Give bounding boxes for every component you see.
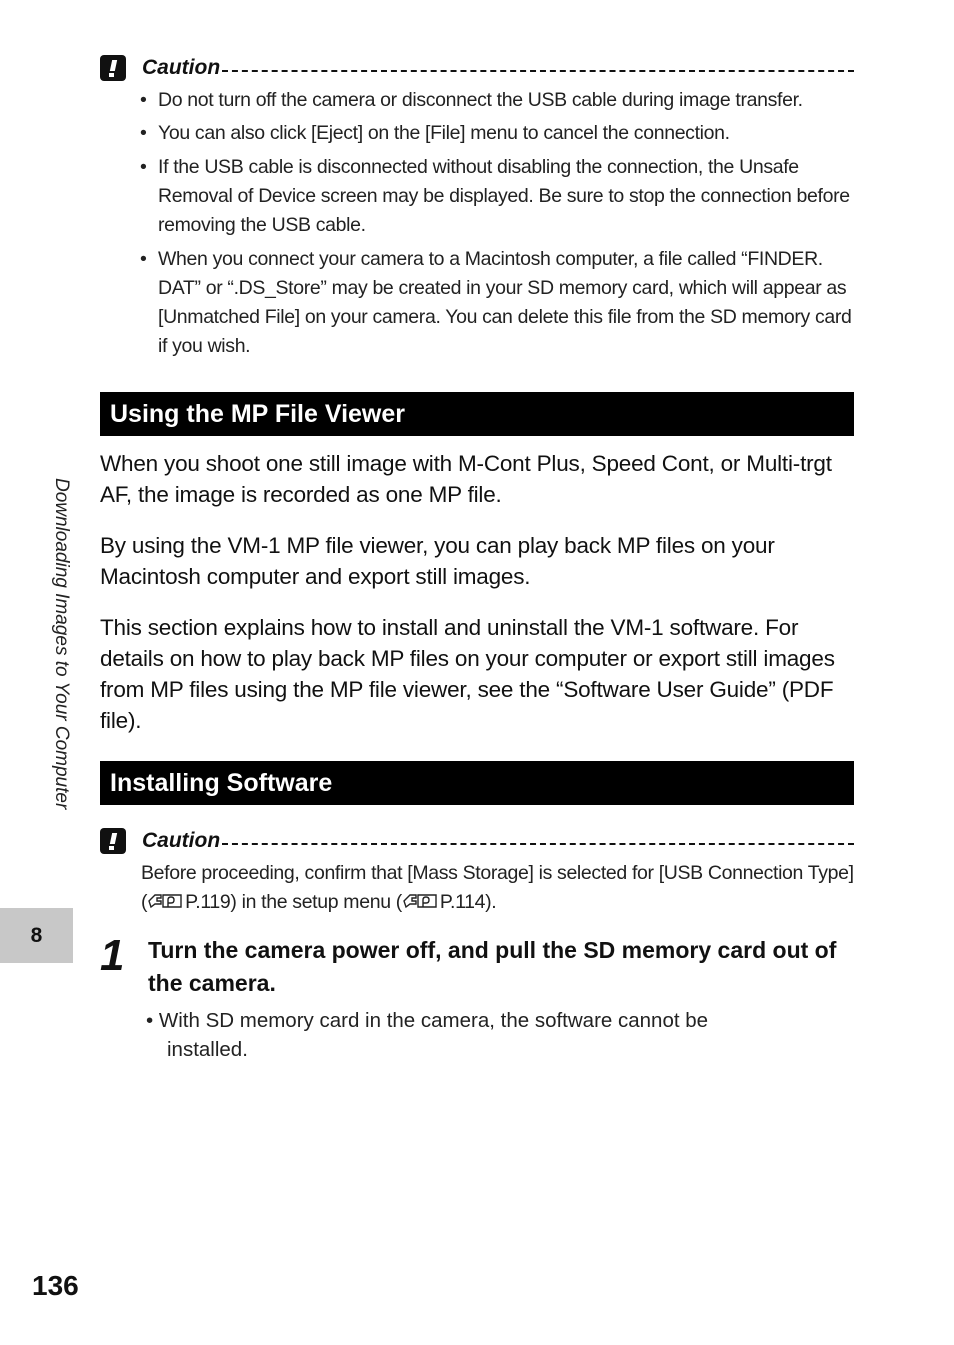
caution-divider [222, 70, 854, 72]
caution-header [100, 53, 854, 83]
caution-header [100, 826, 854, 856]
step-instruction: Turn the camera power off, and pull the SD memory card out of the camera. [148, 937, 837, 996]
chapter-tab: 8 [0, 908, 73, 963]
page-reference-link[interactable]: P.114 [439, 891, 486, 913]
paragraph: When you shoot one still image with M-Cont Plus, Speed Cont, or Multi-trgt AF, the image is recorded as one MP file. [100, 451, 832, 507]
caution-title: Caution [142, 829, 221, 852]
section-heading-mp-file-viewer: Using the MP File Viewer [100, 392, 854, 436]
caution-body: Before proceeding, confirm that [Mass Storage] is selected for [USB Connection Type] ( P.119) in the setup menu ( P.114). [141, 862, 854, 913]
caution-bullet: • If the USB cable is disconnected without disabling the connection, the Unsafe Removal of Device screen may be displayed. Be sure to stop the connection before removing the USB cable. [140, 156, 850, 236]
caution-icon [100, 55, 126, 81]
page-reference-link[interactable]: P.119 [185, 891, 231, 913]
caution-divider [222, 843, 854, 845]
caution-bullet: • You can also click [Eject] on the [File] menu to cancel the connection. [140, 122, 730, 144]
page-reference-icon [402, 892, 440, 910]
paragraph: This section explains how to install and uninstall the VM-1 software. For details on how to play back MP files on your computer or export still images from MP files using the MP file viewer, see the “Software User Guide” (PDF file). [100, 615, 835, 733]
caution-title: Caution [142, 56, 221, 79]
caution-bullet: • When you connect your camera to a Macintosh computer, a file called “FINDER. DAT” or “.DS_Store” may be created in your SD memory card, which will appear as [Unmatched File] on your camera. You can delete this file from the SD memory card if you wish. [140, 248, 852, 357]
section-heading-installing-software: Installing Software [100, 761, 854, 805]
caution-bullet: • Do not turn off the camera or disconnect the USB cable during image transfer. [140, 89, 803, 111]
step-note: • With SD memory card in the camera, the software cannot be installed. [146, 1009, 709, 1061]
caution-icon [100, 828, 126, 854]
page-reference-icon [147, 892, 185, 910]
page-number: 136 [32, 1270, 79, 1301]
paragraph: By using the VM-1 MP file viewer, you can play back MP files on your Macintosh computer and export still images. [100, 533, 775, 589]
step-number: 1 [100, 931, 125, 980]
chapter-side-label: Downloading Images to Your Computer [51, 478, 72, 810]
